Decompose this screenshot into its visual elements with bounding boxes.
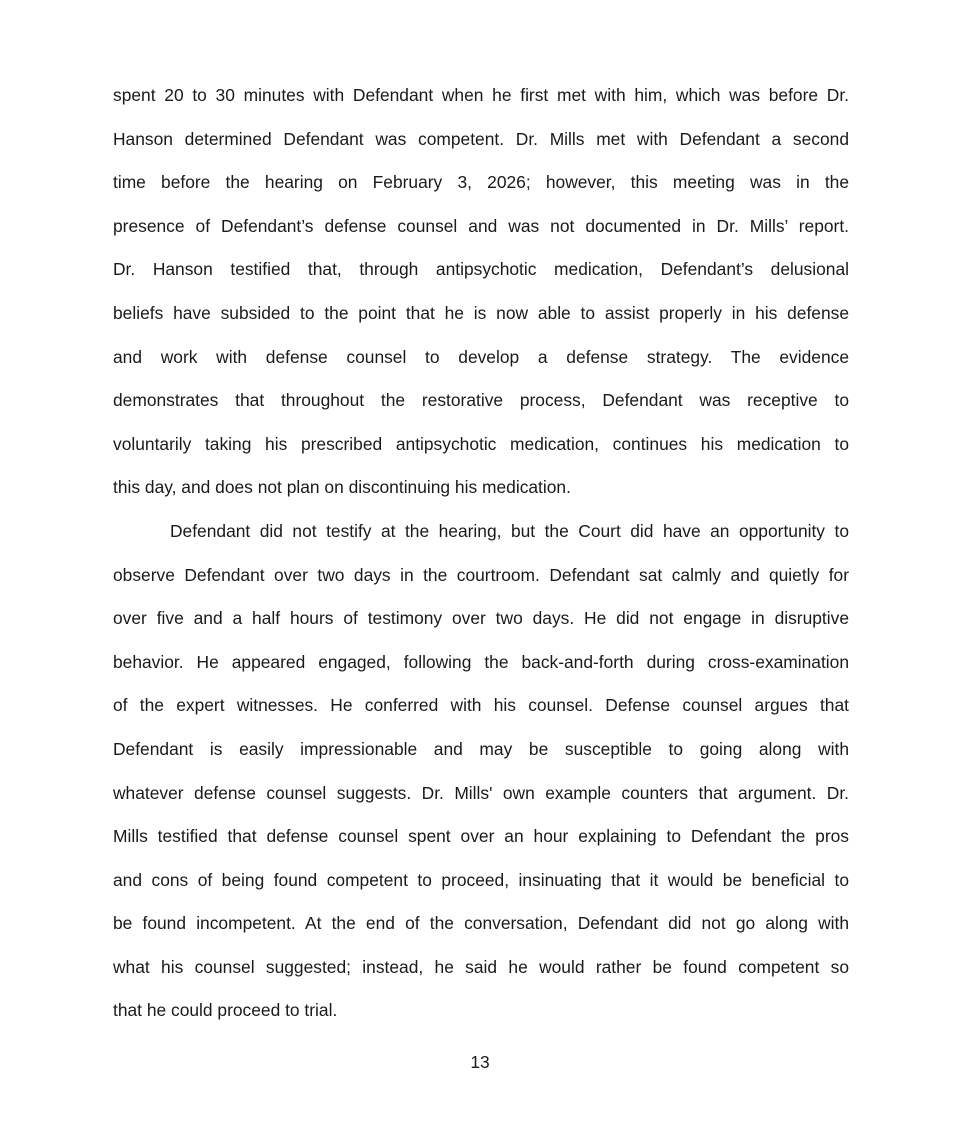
text-line: Hanson determined Defendant was competent. Dr. Mills met with Defendant a second — [113, 128, 849, 149]
text-line: voluntarily taking his prescribed antipsychotic medication, continues his medication to — [113, 433, 849, 454]
text-line: of the expert witnesses. He conferred with his counsel. Defense counsel argues that — [113, 695, 849, 716]
text-line: spent 20 to 30 minutes with Defendant when he first met with him, which was before Dr. — [113, 85, 849, 105]
text-line: this day, and does not plan on discontinuing his medication. — [113, 477, 571, 498]
text-line: observe Defendant over two days in the courtroom. Defendant sat calmly and quietly for — [113, 564, 849, 585]
paragraph-1 — [113, 74, 849, 510]
text-line: demonstrates that throughout the restorative process, Defendant was receptive to — [113, 390, 849, 411]
text-line: presence of Defendant’s defense counsel and was not documented in Dr. Mills’ report. — [113, 215, 849, 236]
text-line: Mills testified that defense counsel spent over an hour explaining to Defendant the pros — [113, 826, 849, 847]
text-line: behavior. He appeared engaged, following the back-and-forth during cross-examination — [113, 651, 849, 672]
text-line: Dr. Hanson testified that, through antipsychotic medication, Defendant’s delusional — [113, 259, 849, 280]
text-line: Defendant did not testify at the hearing, but the Court did have an opportunity to — [170, 520, 849, 541]
page-number: 13 — [470, 1052, 490, 1072]
text-line: over five and a half hours of testimony over two days. He did not engage in disruptive — [113, 608, 849, 629]
text-line: beliefs have subsided to the point that he is now able to assist properly in his defense — [113, 302, 849, 323]
text-line: whatever defense counsel suggests. Dr. Mills' own example counters that argument. Dr. — [113, 782, 849, 803]
text-line: what his counsel suggested; instead, he said he would rather be found competent so — [113, 956, 849, 977]
text-line: and work with defense counsel to develop a defense strategy. The evidence — [113, 346, 849, 367]
body-text — [113, 74, 849, 1033]
text-line: and cons of being found competent to proceed, insinuating that it would be beneficial to — [113, 869, 849, 890]
text-line: that he could proceed to trial. — [113, 1000, 338, 1021]
text-line: Defendant is easily impressionable and may be susceptible to going along with — [113, 738, 849, 759]
paragraph-2 — [113, 510, 849, 1033]
text-line: be found incompetent. At the end of the conversation, Defendant did not go along with — [113, 913, 849, 934]
text-line: time before the hearing on February 3, 2026; however, this meeting was in the — [113, 172, 849, 193]
